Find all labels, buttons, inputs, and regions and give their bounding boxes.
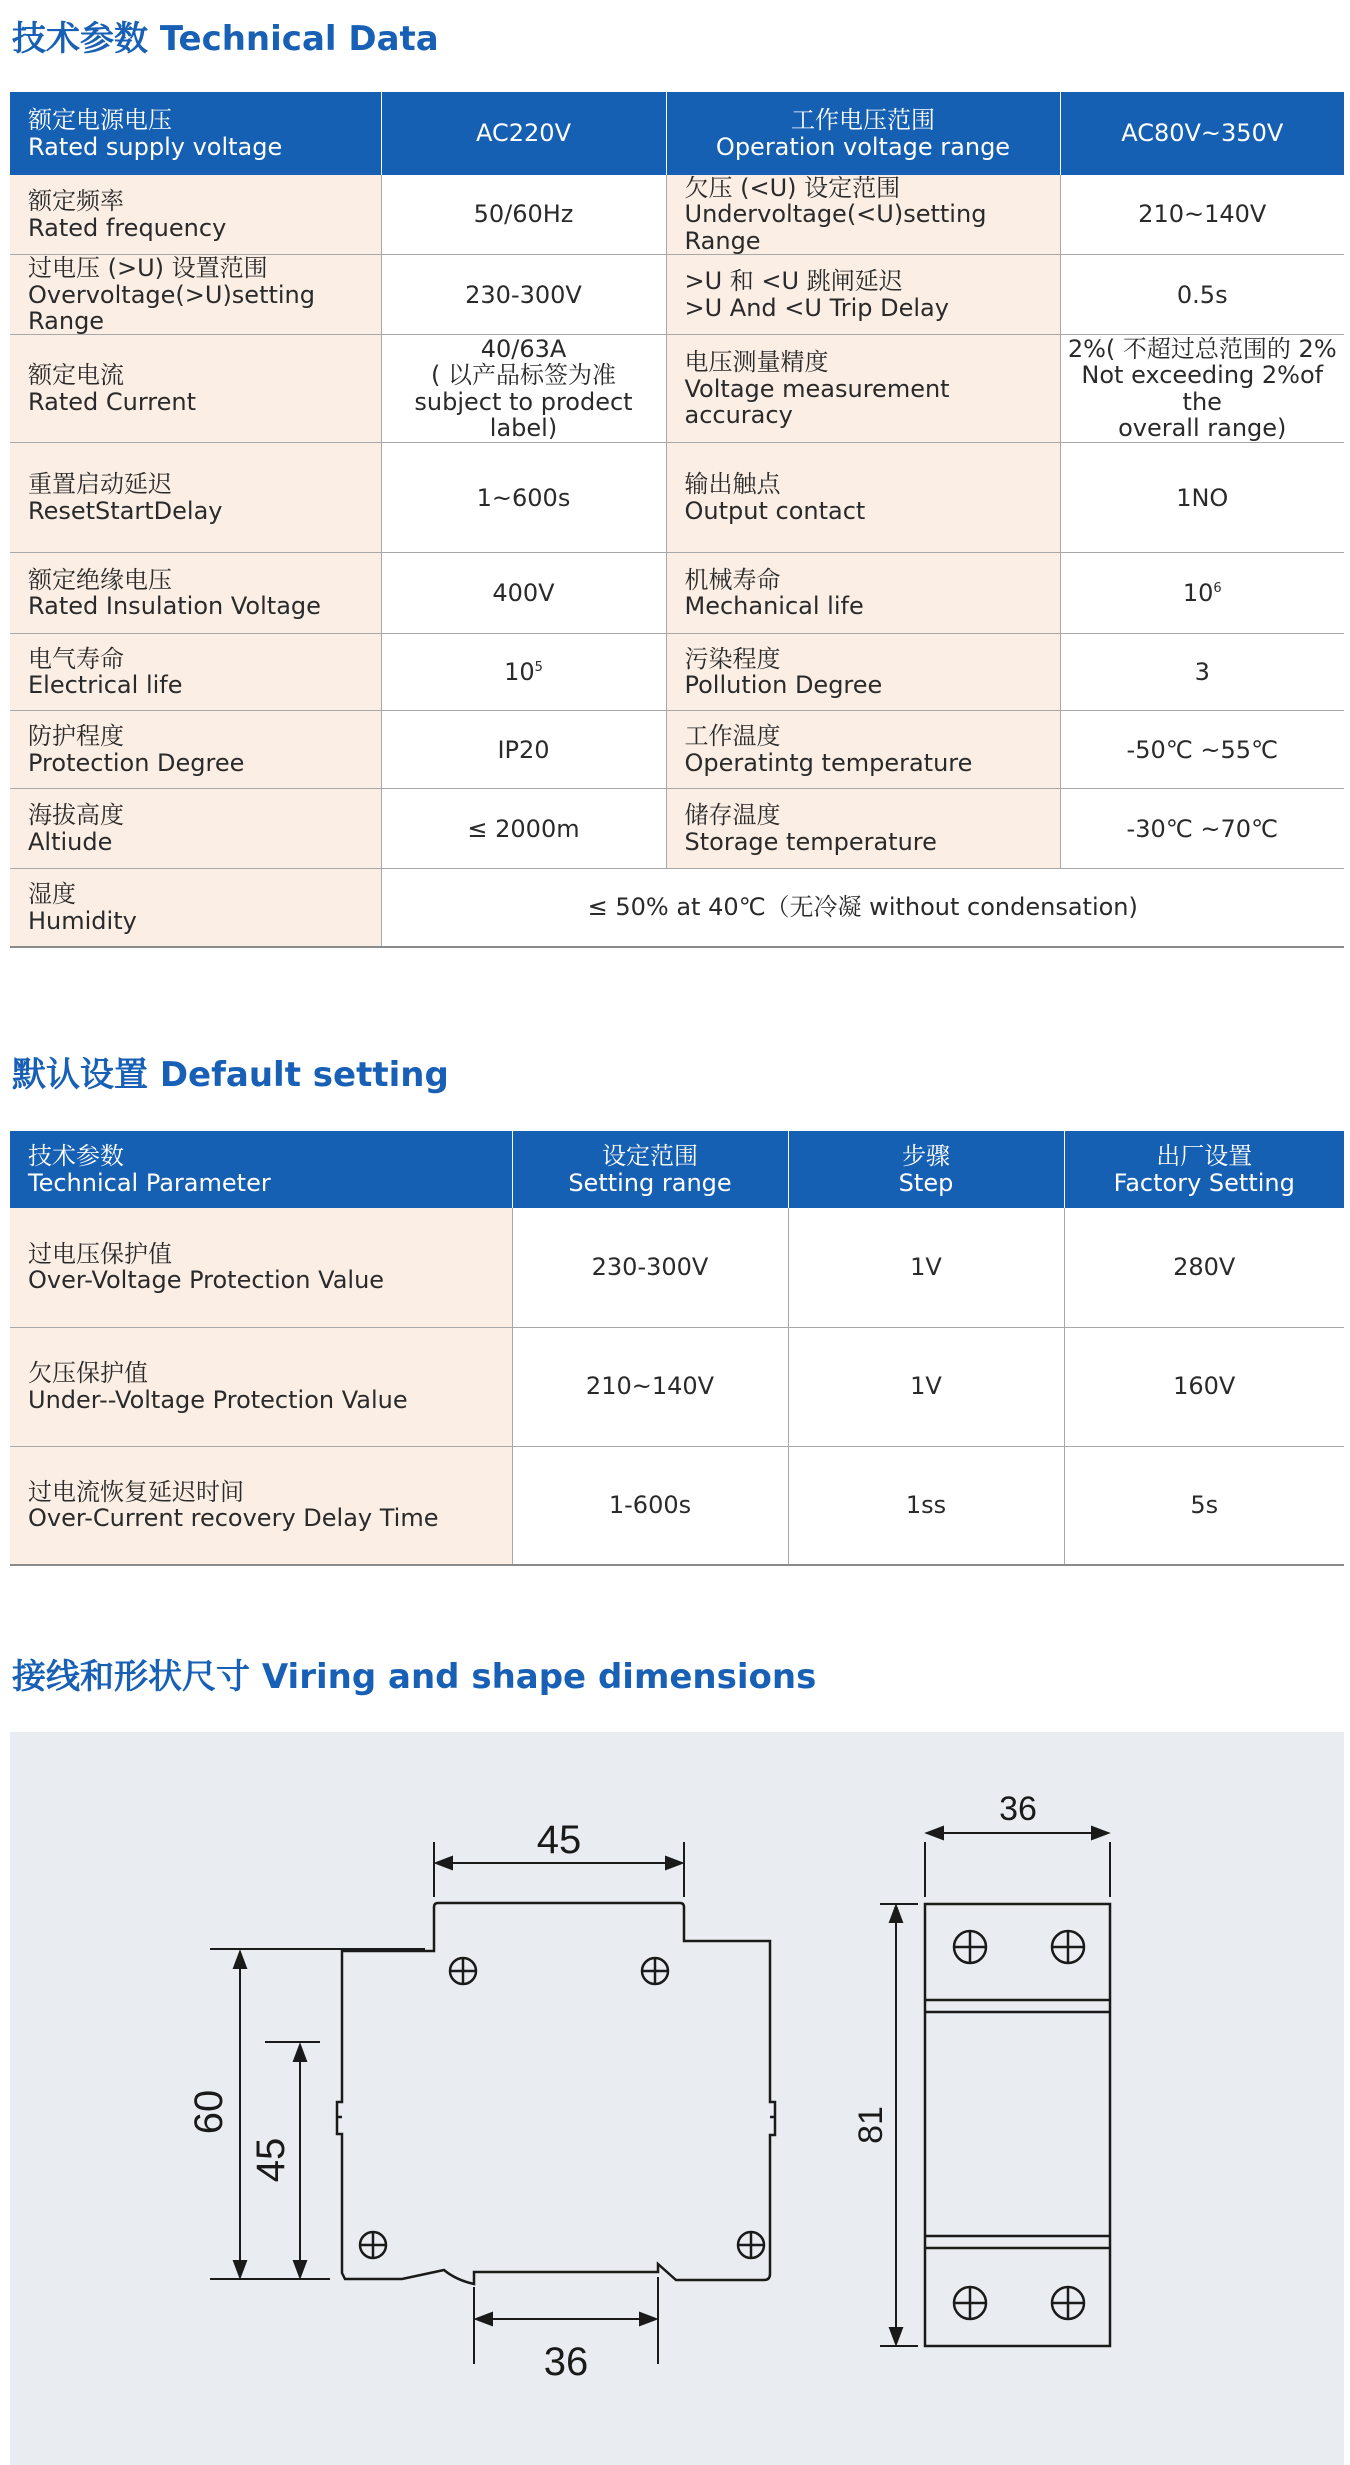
label-en: Over-Voltage Protection Value: [28, 1266, 385, 1295]
param-value: 400V: [381, 553, 666, 634]
header-en: Factory Setting: [1113, 1168, 1295, 1197]
header-zh: 出厂设置: [1156, 1142, 1253, 1171]
screw-icon: [450, 1958, 476, 1984]
screw-icon: [360, 2232, 386, 2258]
label-zh: 污染程度: [684, 644, 781, 673]
table-row: [10, 443, 1344, 553]
param-value: [1060, 553, 1344, 634]
label-zh: 工作温度: [684, 722, 781, 751]
label-zh: 电气寿命: [28, 644, 124, 673]
param-label: [666, 255, 1060, 335]
label-zh: 过电压 (>U) 设置范围: [28, 254, 268, 283]
param-label: [666, 634, 1060, 711]
label-zh: 输出触点: [684, 470, 781, 499]
label-en: Storage temperature: [684, 827, 937, 856]
label-zh: >U 和 <U 跳闸延迟: [684, 267, 903, 296]
header-cell: AC80V~350V: [1060, 92, 1344, 175]
table-row: [10, 1208, 1344, 1327]
label-zh: 湿度: [28, 880, 76, 909]
label-en: Over-Current recovery Delay Time: [28, 1504, 439, 1533]
header-cell: [512, 1131, 788, 1208]
section-title-default-setting: 默认设置 Default setting: [12, 1055, 449, 1095]
param-value: [381, 335, 666, 443]
param-label: [10, 175, 381, 255]
header-zh: 技术参数: [28, 1142, 124, 1171]
setting-range: 210~140V: [512, 1327, 788, 1446]
table-row: [10, 789, 1344, 869]
value-base: 10: [504, 658, 535, 687]
label-zh: 过电流恢复延迟时间: [28, 1477, 244, 1506]
label-zh: 欠压 (<U) 设定范围: [684, 174, 901, 202]
table-row: [10, 869, 1344, 947]
param-label: [666, 443, 1060, 553]
dimension-side-width: [925, 1827, 1110, 1897]
label-en: Protection Degree: [28, 748, 245, 777]
header-zh: 步骤: [902, 1142, 950, 1171]
param-value: 0.5s: [1060, 255, 1344, 335]
label-en: Overvoltage(>U)setting Range: [28, 280, 316, 335]
value-line: ( 以产品标签为准: [431, 361, 616, 390]
dimension-diagram-panel: [10, 1732, 1344, 2465]
value-exponent: 5: [534, 660, 543, 676]
param-value: 1NO: [1060, 443, 1344, 553]
factory-setting: 280V: [1064, 1208, 1344, 1327]
label-en: Output contact: [684, 496, 866, 525]
param-label: [10, 1327, 512, 1446]
dimension-label-inner-height: 45: [249, 2137, 293, 2183]
table-row: [10, 1327, 1344, 1446]
dimension-drawing: [10, 1732, 1344, 2465]
param-label: [10, 634, 381, 711]
header-zh: 额定电源电压: [28, 106, 172, 135]
header-cell: [10, 1131, 512, 1208]
table-header-row: [10, 92, 1344, 175]
param-label: [10, 1208, 512, 1327]
screw-icon: [1052, 1931, 1084, 1963]
value-line: overall range): [1118, 414, 1287, 443]
table-row: [10, 335, 1344, 443]
label-zh: 防护程度: [28, 722, 124, 751]
header-en: Operation voltage range: [715, 132, 1011, 161]
label-zh: 欠压保护值: [28, 1359, 148, 1388]
param-value: ≤ 50% at 40℃（无冷凝 without condensation): [381, 869, 1344, 947]
table-header-row: [10, 1131, 1344, 1208]
technical-data-table: [10, 92, 1344, 948]
param-label: [666, 335, 1060, 443]
dimension-label-side-width: 36: [999, 1790, 1037, 1828]
setting-step: 1V: [788, 1208, 1064, 1327]
table-row: [10, 175, 1344, 255]
param-label: [10, 553, 381, 634]
param-label: [666, 711, 1060, 789]
header-en: Technical Parameter: [28, 1168, 271, 1197]
label-zh: 额定电流: [28, 361, 124, 390]
table-row: [10, 711, 1344, 789]
label-en: Undervoltage(<U)setting Range: [684, 200, 987, 255]
param-label: [10, 1446, 512, 1565]
header-cell: [1064, 1131, 1344, 1208]
label-zh: 额定频率: [28, 187, 124, 216]
value-line: 2%( 不超过总范围的 2%: [1067, 335, 1337, 364]
param-label: [666, 175, 1060, 255]
factory-setting: 5s: [1064, 1446, 1344, 1565]
value-exponent: 6: [1213, 581, 1222, 597]
dimension-label-bottom-width: 36: [543, 2340, 589, 2384]
header-cell: AC220V: [381, 92, 666, 175]
header-cell: [788, 1131, 1064, 1208]
param-label: [666, 789, 1060, 869]
table-row: [10, 553, 1344, 634]
setting-step: 1ss: [788, 1446, 1064, 1565]
label-en: Rated frequency: [28, 213, 227, 242]
label-en: Rated Insulation Voltage: [28, 592, 321, 621]
screw-icon: [954, 2287, 986, 2319]
label-zh: 电压测量精度: [684, 348, 829, 377]
label-en: Mechanical life: [684, 592, 864, 621]
screw-icon: [954, 1931, 986, 1963]
label-en: Electrical life: [28, 671, 183, 700]
screw-icon: [738, 2232, 764, 2258]
label-en: Altiude: [28, 827, 113, 856]
dimension-label-top-width: 45: [536, 1818, 582, 1862]
param-label: [10, 711, 381, 789]
label-en: Pollution Degree: [684, 671, 883, 700]
label-zh: 重置启动延迟: [28, 470, 172, 499]
label-en: >U And <U Trip Delay: [684, 293, 949, 322]
setting-range: 230-300V: [512, 1208, 788, 1327]
header-cell: [666, 92, 1060, 175]
label-zh: 储存温度: [684, 801, 781, 830]
param-value: ≤ 2000m: [381, 789, 666, 869]
param-label: [10, 443, 381, 553]
screw-icon: [1052, 2287, 1084, 2319]
table-row: [10, 255, 1344, 335]
param-value: 3: [1060, 634, 1344, 711]
param-value: -50℃ ~55℃: [1060, 711, 1344, 789]
param-label: [10, 869, 381, 947]
label-en: Under--Voltage Protection Value: [28, 1385, 408, 1414]
header-en: Setting range: [568, 1168, 732, 1197]
param-value: [381, 634, 666, 711]
param-label: [10, 335, 381, 443]
setting-step: 1V: [788, 1327, 1064, 1446]
value-line: 40/63A: [480, 335, 567, 364]
label-en: ResetStartDelay: [28, 496, 223, 525]
setting-range: 1-600s: [512, 1446, 788, 1565]
label-en: Voltage measurement accuracy: [684, 374, 950, 430]
factory-setting: 160V: [1064, 1327, 1344, 1446]
header-zh: 设定范围: [602, 1142, 698, 1171]
front-view-outline: [337, 1903, 775, 2284]
default-setting-table: [10, 1131, 1344, 1566]
label-en: Humidity: [28, 906, 137, 935]
param-label: [10, 255, 381, 335]
value-line: Not exceeding 2%of the: [1081, 361, 1324, 416]
param-value: -30℃ ~70℃: [1060, 789, 1344, 869]
screw-icon: [642, 1958, 668, 1984]
value-base: 10: [1182, 579, 1214, 608]
label-en: Operatintg temperature: [684, 748, 973, 777]
dimension-label-side-height: 81: [852, 2106, 890, 2144]
param-value: IP20: [381, 711, 666, 789]
header-en: Step: [898, 1168, 954, 1197]
param-value: [1060, 335, 1344, 443]
header-en: Rated supply voltage: [28, 132, 283, 161]
side-view-outline: [925, 1904, 1110, 2346]
header-zh: 工作电压范围: [791, 106, 935, 135]
section-title-technical-data: 技术参数 Technical Data: [12, 19, 439, 59]
label-zh: 过电压保护值: [28, 1239, 172, 1268]
param-value: 210~140V: [1060, 175, 1344, 255]
param-value: 1~600s: [381, 443, 666, 553]
table-row: [10, 1446, 1344, 1565]
dimension-label-total-height: 60: [187, 2089, 231, 2135]
section-title-wiring-dimensions: 接线和形状尺寸 Viring and shape dimensions: [12, 1657, 817, 1697]
param-label: [10, 789, 381, 869]
label-zh: 海拔高度: [28, 801, 124, 830]
param-label: [666, 553, 1060, 634]
dimension-total-height: [210, 1949, 425, 2279]
label-zh: 额定绝缘电压: [28, 565, 172, 594]
param-value: 230-300V: [381, 255, 666, 335]
param-value: 50/60Hz: [381, 175, 666, 255]
table-row: [10, 634, 1344, 711]
header-cell: [10, 92, 381, 175]
label-en: Rated Current: [28, 387, 197, 416]
label-zh: 机械寿命: [684, 565, 781, 594]
value-line: subject to prodect label): [414, 387, 633, 443]
